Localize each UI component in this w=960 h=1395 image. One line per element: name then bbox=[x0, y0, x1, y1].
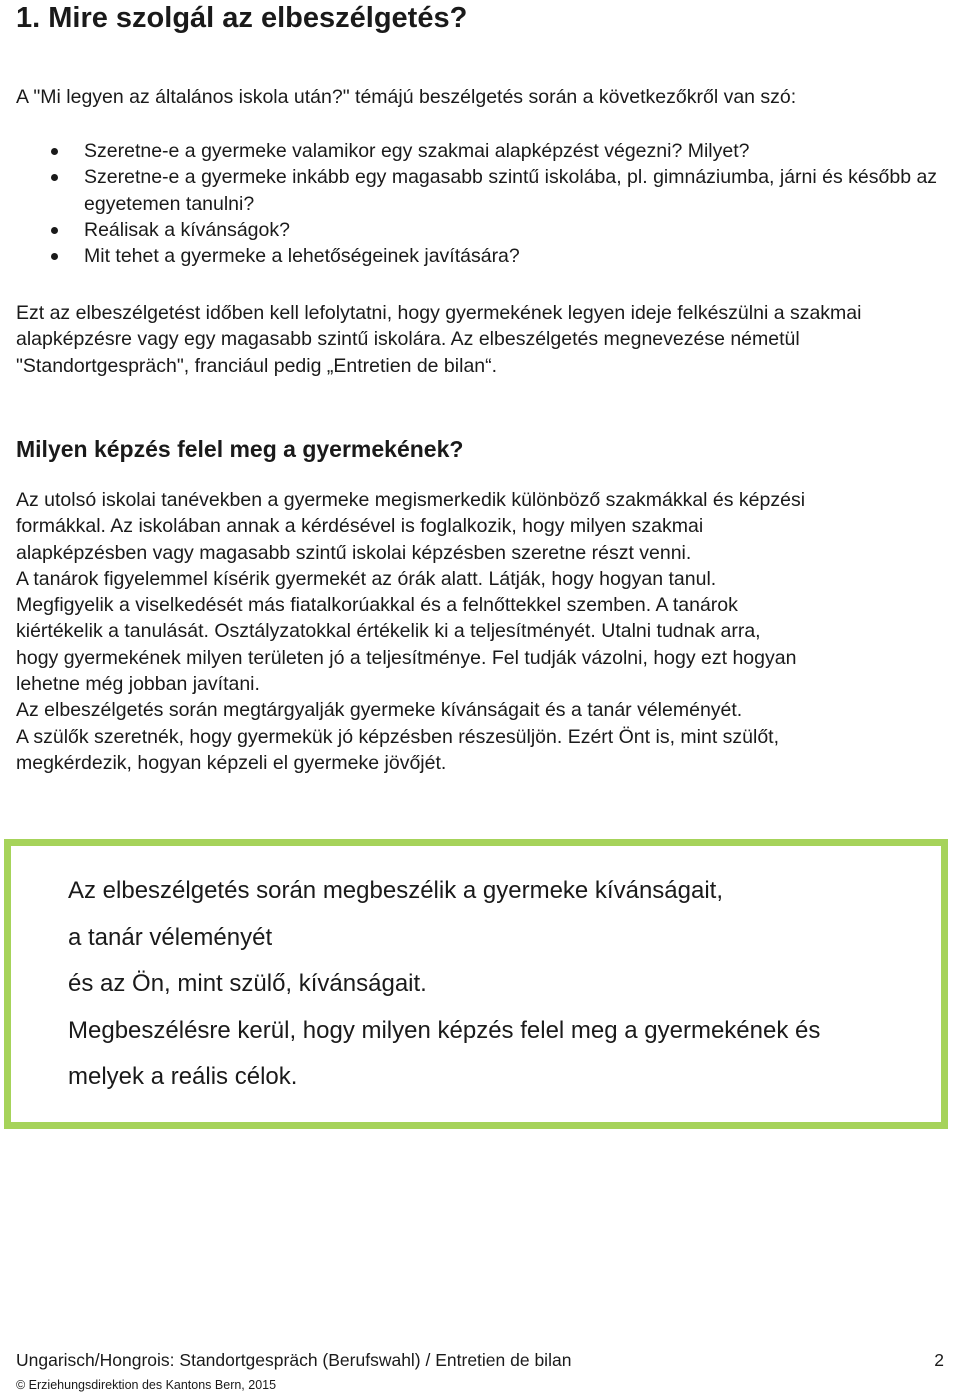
copyright-notice: © Erziehungsdirektion des Kantons Bern, 2015 bbox=[16, 1378, 277, 1392]
paragraph-line: Megfigyelik a viselkedését más fiatalkorúakkal és a felnőttekkel szemben. A tanárok bbox=[16, 594, 738, 617]
paragraph-line: hogy gyermekének milyen területen jó a teljesítménye. Fel tudják vázolni, hogy ezt hogyan bbox=[16, 646, 797, 669]
bullet-icon bbox=[51, 227, 58, 234]
summary-line: melyek a reális célok. bbox=[68, 1063, 298, 1090]
list-item bbox=[0, 164, 940, 217]
paragraph-line: kiértékelik a tanulását. Osztályzatokkal értékelik ki a teljesítményét. Utalni tudnak arra, bbox=[16, 620, 761, 643]
paragraph-line: lehetne még jobban javítani. bbox=[16, 673, 260, 696]
paragraph-line: A szülők szeretnék, hogy gyermekük jó képzésben részesüljön. Ezért Önt is, mint szülőt, bbox=[16, 725, 780, 748]
summary-line: a tanár véleményét bbox=[68, 923, 273, 951]
list-item bbox=[0, 138, 940, 164]
bullet-icon bbox=[51, 253, 58, 260]
page-title: 1. Mire szolgál az elbeszélgetés? bbox=[16, 2, 468, 34]
footer-title: Ungarisch/Hongrois: Standortgespräch (Berufswahl) / Entretien de bilan bbox=[16, 1350, 572, 1370]
section-heading: Milyen képzés felel meg a gyermekének? bbox=[16, 436, 464, 462]
summary-line: Megbeszélésre kerül, hogy milyen képzés felel meg a gyermekének és bbox=[68, 1016, 821, 1044]
bullet-icon bbox=[51, 148, 58, 155]
paragraph-line: Az utolsó iskolai tanévekben a gyermeke megismerkedik különböző szakmákkal és képzési bbox=[16, 489, 806, 511]
paragraph-line: Az elbeszélgetés során megtárgyalják gyermeke kívánságait és a tanár véleményét. bbox=[16, 699, 743, 722]
list-item-text: Reálisak a kívánságok? bbox=[84, 218, 290, 241]
page-number: 2 bbox=[934, 1350, 944, 1370]
bullet-icon bbox=[51, 174, 58, 181]
question-list bbox=[0, 138, 940, 269]
list-item bbox=[0, 243, 940, 269]
paragraph-line: alapképzésben vagy magasabb szintű iskolai képzésben szeretne részt venni. bbox=[16, 541, 692, 564]
summary-line: Az elbeszélgetés során megbeszélik a gyermeke kívánságait, bbox=[68, 877, 724, 904]
paragraph-line: formákkal. Az iskolában annak a kérdésével is foglalkozik, hogy milyen szakmai bbox=[16, 515, 704, 538]
paragraph-timing: Ezt az elbeszélgetést időben kell lefolytatni, hogy gyermekének legyen ideje felkészülni a szakmai alapképzésre vagy egy magasabb szintű iskolára. Az elbeszélgetés megnevezése németül "Standortgespräch", franciául pedig „Entretien de bilan“. bbox=[16, 302, 862, 377]
list-item bbox=[0, 217, 940, 243]
intro-text: A "Mi legyen az általános iskola után?" témájú beszélgetés során a következőkről van szó: bbox=[16, 86, 797, 108]
paragraph-training bbox=[16, 487, 946, 776]
list-item-text: Mit tehet a gyermeke a lehetőségeinek javítására? bbox=[84, 245, 520, 268]
summary-line: és az Ön, mint szülő, kívánságait. bbox=[68, 970, 427, 997]
list-item-text: Szeretne-e a gyermeke inkább egy magasabb szintű iskolába, pl. gimnáziumba, járni és később az egyetemen tanulni? bbox=[84, 166, 938, 215]
summary-text bbox=[68, 868, 820, 1101]
paragraph-line: A tanárok figyelemmel kísérik gyermekét az órák alatt. Látják, hogy hogyan tanul. bbox=[16, 567, 717, 590]
list-item-text: Szeretne-e a gyermeke valamikor egy szakmai alapképzést végezni? Milyet? bbox=[84, 140, 750, 162]
paragraph-line: megkérdezik, hogyan képzeli el gyermeke jövőjét. bbox=[16, 751, 447, 774]
